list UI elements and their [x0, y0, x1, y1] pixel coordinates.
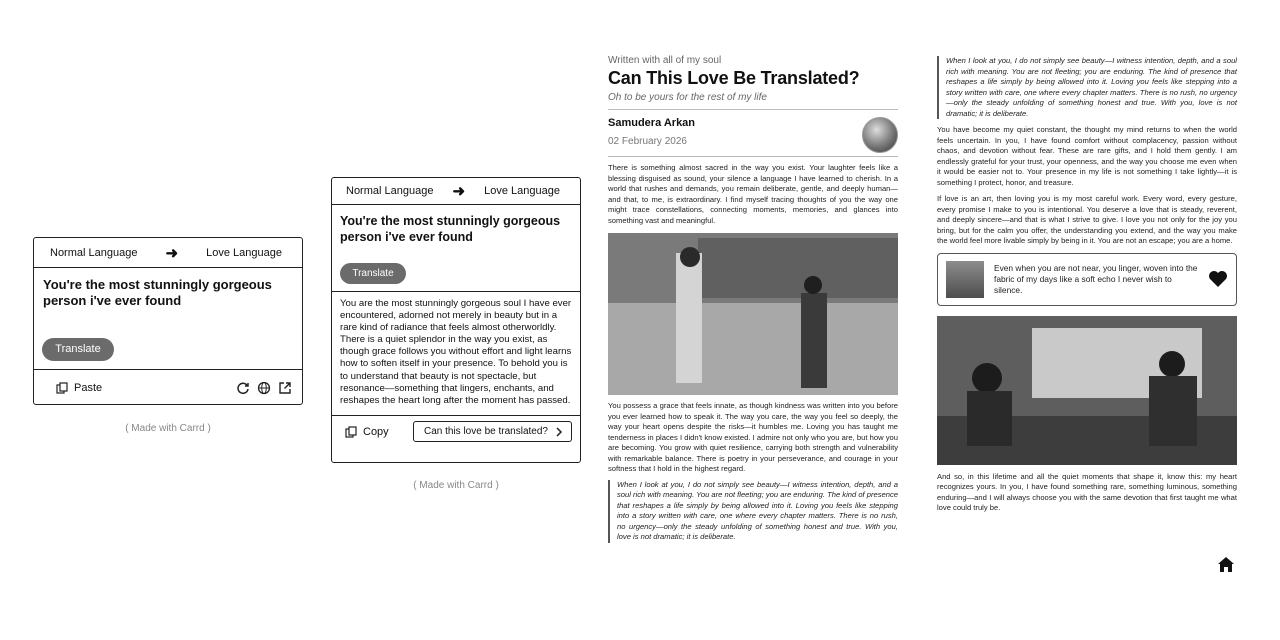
paste-label: Paste [74, 381, 103, 394]
to-language-label[interactable]: Love Language [484, 185, 560, 197]
article-paragraph: And so, in this lifetime and all the quiet moments that shape it, know this: my heart recognizes yours. In you, I have found something rare, something luminous, something enduring—and I will always choose you with the same devotion that first taught me what love could truly be. [937, 471, 1237, 512]
next-page-label: Can this love be translated? [424, 426, 548, 437]
couple-cafe-photo [937, 316, 1237, 465]
to-language-label[interactable]: Love Language [206, 246, 282, 259]
divider [608, 109, 898, 110]
made-with-caption: ( Made with Carrd ) [413, 480, 499, 491]
article-paragraph: There is something almost sacred in the way you exist. Your laughter feels like a blessing disguised as sound, your silence a language I have learned to cherish. In a world that rushes and demands, you remain deliberate, gentle, and deeply human—and that, to me, is extraordinary. I find myself tracing thoughts of you the way one might trace constellations, connecting moments, memories, and glances into something vast and meaningful. [608, 163, 898, 225]
heart-icon[interactable] [1208, 270, 1228, 288]
article-paragraph: You have become my quiet constant, the thought my mind returns to when the world feels uncertain. In you, I have found comfort without complacency, passion without chaos, and devotion without fear. These are rare gifts, and I hold them gently. I am endlessly grateful for your trust, your openness, and the way you choose me even when it would be easier not to. Your presence in my life is not something I take lightly—it is something I protect, honor, and treasure. [937, 125, 1237, 187]
pull-quote: When I look at you, I do not simply see beauty—I witness intention, depth, and a soul rich with meaning. You are not fleeting; you are enduring. The kind of presence that reshapes a life simply by being allowed into it. Loving you feels like stepping into a story written with care, one where every chapter matters. There is no rush, no urgency—only the steady unfolding of something honest and true. With you, love is not dramatic; it is deliberate. [608, 480, 898, 543]
article-page-1 [608, 55, 898, 575]
callout-thumbnail [946, 261, 984, 298]
from-language-label[interactable]: Normal Language [346, 185, 434, 197]
translate-button[interactable]: Translate [340, 263, 406, 284]
translated-output: You are the most stunningly gorgeous soul I have ever encountered, adorned not merely in beauty but in a rare kind of radiance that feels almost otherworldly. There is a quiet splendor in the way you exist, as though grace follows you without effort and light learns how to soften itself in your presence. To behold you is to understand that beauty is not spectacle, but resonance—something that lingers, enchants, and reshapes the heart long after the moment has passed. [340, 298, 572, 406]
divider [608, 156, 898, 157]
pull-quote: When I look at you, I do not simply see beauty—I witness intention, depth, and a soul rich with meaning. You are not fleeting; you are enduring. The kind of presence that reshapes a life simply by being allowed into it. Loving you feels like stepping into a story written with care, one where every chapter matters. There is no rush, no urgency—only the steady unfolding of something honest and true. With you, love is not dramatic; it is deliberate. [937, 56, 1237, 119]
from-language-label[interactable]: Normal Language [50, 246, 138, 259]
article-page-2 [937, 56, 1237, 580]
translator-card-expanded [331, 177, 581, 463]
language-header [332, 178, 580, 205]
translate-button[interactable]: Translate [42, 338, 114, 361]
arrow-right-icon: ➜ [452, 183, 466, 200]
card-footer [332, 415, 580, 447]
article-paragraph: You possess a grace that feels innate, as though kindness was written into you before you ever learned how to speak it. The way you care, the way you feel so deeply, the way your heart opens despite the risks—it humbles me. Loving you has taught me tenderness in places I didn't know existed. I admire not only who you are, but how you are becoming. You grow with quiet resilience, carrying both strength and vulnerability with remarkable balance. There is poetry in your perseverance, and courage in your softness that I hold in the highest regard. [608, 401, 898, 473]
article-subtitle: Oh to be yours for the rest of my life [608, 92, 767, 103]
article-paragraph: If love is an art, then loving you is my most careful work. Every word, every gesture, every promise I make to you is intentional. You deserve a love that is steady, reverent, and deeply sincere—and that is what I strive to give. I love you not only for the joy you bring, but for the calm you offer, the understanding you extend, and the way you make the world feel more livable simply by being in it. You are not an escape; you are a home. [937, 194, 1237, 245]
input-text[interactable]: You're the most stunningly gorgeous person i've ever found [43, 277, 272, 308]
publish-date: 02 February 2026 [608, 136, 687, 147]
language-header [34, 238, 302, 268]
copy-button[interactable] [345, 426, 389, 438]
article-kicker: Written with all of my soul [608, 55, 722, 66]
refresh-icon[interactable] [236, 381, 250, 395]
callout-text: Even when you are not near, you linger, woven into the fabric of my days like a soft echo I never wish to silence. [994, 262, 1198, 295]
home-icon[interactable] [1217, 556, 1235, 573]
paste-button[interactable] [56, 382, 102, 394]
chevron-right-icon [555, 427, 563, 437]
made-with-caption: ( Made with Carrd ) [125, 423, 211, 434]
input-text[interactable]: You're the most stunningly gorgeous person i've ever found [340, 214, 561, 244]
feature-callout [937, 253, 1237, 306]
copy-label: Copy [363, 425, 389, 438]
article-title: Can This Love Be Translated? [608, 68, 860, 88]
author-row [608, 117, 898, 153]
author-name: Samudera Arkan [608, 117, 696, 129]
arrow-right-icon: ➜ [165, 244, 179, 262]
paste-icon [56, 382, 68, 394]
globe-icon[interactable] [257, 381, 271, 395]
external-link-icon[interactable] [278, 381, 292, 395]
next-page-button[interactable] [413, 421, 572, 442]
copy-icon [345, 426, 357, 438]
card-footer [34, 370, 302, 405]
author-avatar [862, 117, 898, 153]
couple-street-photo [608, 233, 898, 395]
translator-card-small [33, 237, 303, 405]
